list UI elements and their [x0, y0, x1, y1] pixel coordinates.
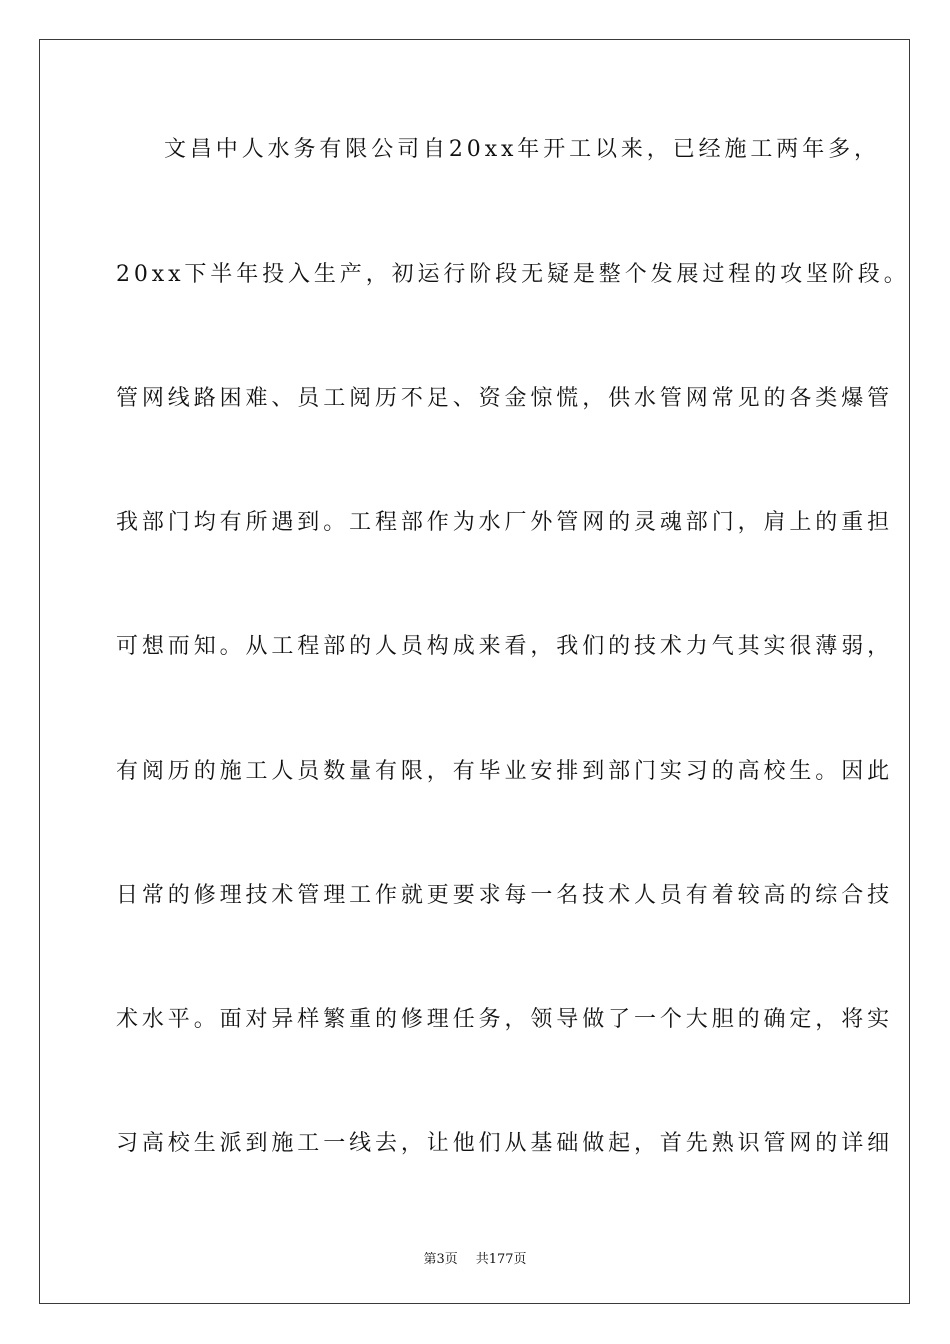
paragraph-line: 20xx下半年投入生产，初运行阶段无疑是整个发展过程的攻坚阶段。 — [116, 262, 910, 287]
paragraph-line: 有阅历的施工人员数量有限，有毕业安排到部门实习的高校生。因此 — [116, 759, 894, 784]
page-footer — [0, 1248, 950, 1267]
total-pages: 共177页 — [475, 1252, 527, 1267]
paragraph-line: 日常的修理技术管理工作就更要求每一名技术人员有着较高的综合技 — [116, 883, 894, 908]
page-border — [39, 39, 910, 1304]
paragraph-line: 管网线路困难、员工阅历不足、资金惊慌，供水管网常见的各类爆管 — [116, 386, 894, 411]
page-number: 第3页 — [423, 1252, 458, 1267]
paragraph-line: 习高校生派到施工一线去，让他们从基础做起，首先熟识管网的详细 — [116, 1131, 894, 1156]
paragraph-line: 我部门均有所遇到。工程部作为水厂外管网的灵魂部门，肩上的重担 — [116, 510, 894, 535]
paragraph-line: 可想而知。从工程部的人员构成来看，我们的技术力气其实很薄弱， — [116, 634, 894, 659]
paragraph-line: 文昌中人水务有限公司自20xx年开工以来，已经施工两年多， — [164, 137, 880, 162]
paragraph-line: 术水平。面对异样繁重的修理任务，领导做了一个大胆的确定，将实 — [116, 1007, 894, 1032]
